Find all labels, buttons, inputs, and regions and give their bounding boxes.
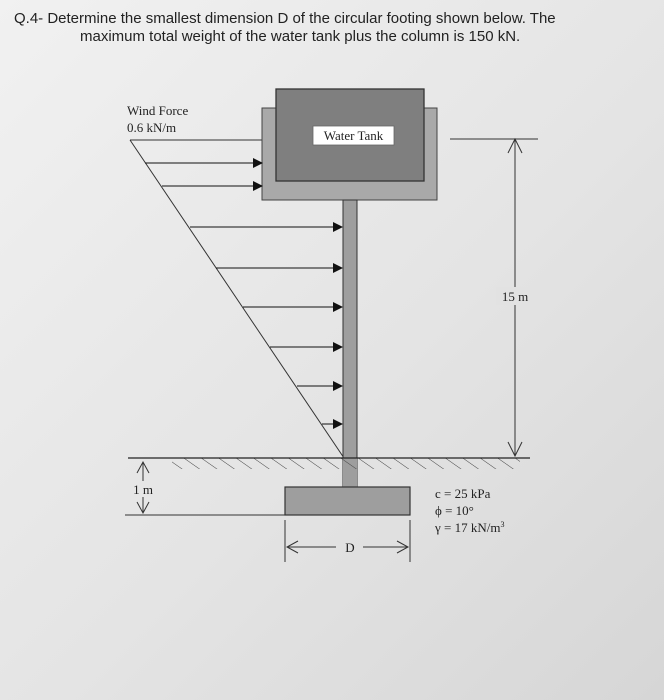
- footing: [285, 487, 410, 515]
- cohesion-value: c = 25 kPa: [435, 486, 491, 501]
- ground-hatch: [172, 458, 520, 469]
- friction-angle-value: ϕ = 10°: [435, 503, 474, 518]
- question-line-1: Q.4- Determine the smallest dimension D of the circular footing shown below. The: [14, 10, 556, 27]
- height-dimension: [450, 139, 538, 456]
- question-line-2: maximum total weight of the water tank plus the column is 150 kN.: [80, 28, 521, 45]
- width-dimension: [285, 520, 410, 562]
- wind-arrows: [145, 163, 342, 424]
- depth-dimension: [130, 462, 156, 513]
- column: [343, 200, 357, 458]
- unit-weight-value: γ = 17 $kN/m^3$: [435, 520, 505, 535]
- wind-force-value: 0.6 kN/m: [127, 120, 177, 135]
- height-label: 15 m: [501, 289, 529, 304]
- tank-label: Water Tank: [323, 128, 384, 143]
- width-label: D: [345, 540, 355, 555]
- wind-force-label: Wind Force: [127, 103, 189, 118]
- soil-properties: [434, 486, 504, 535]
- depth-label: 1 m: [133, 482, 153, 497]
